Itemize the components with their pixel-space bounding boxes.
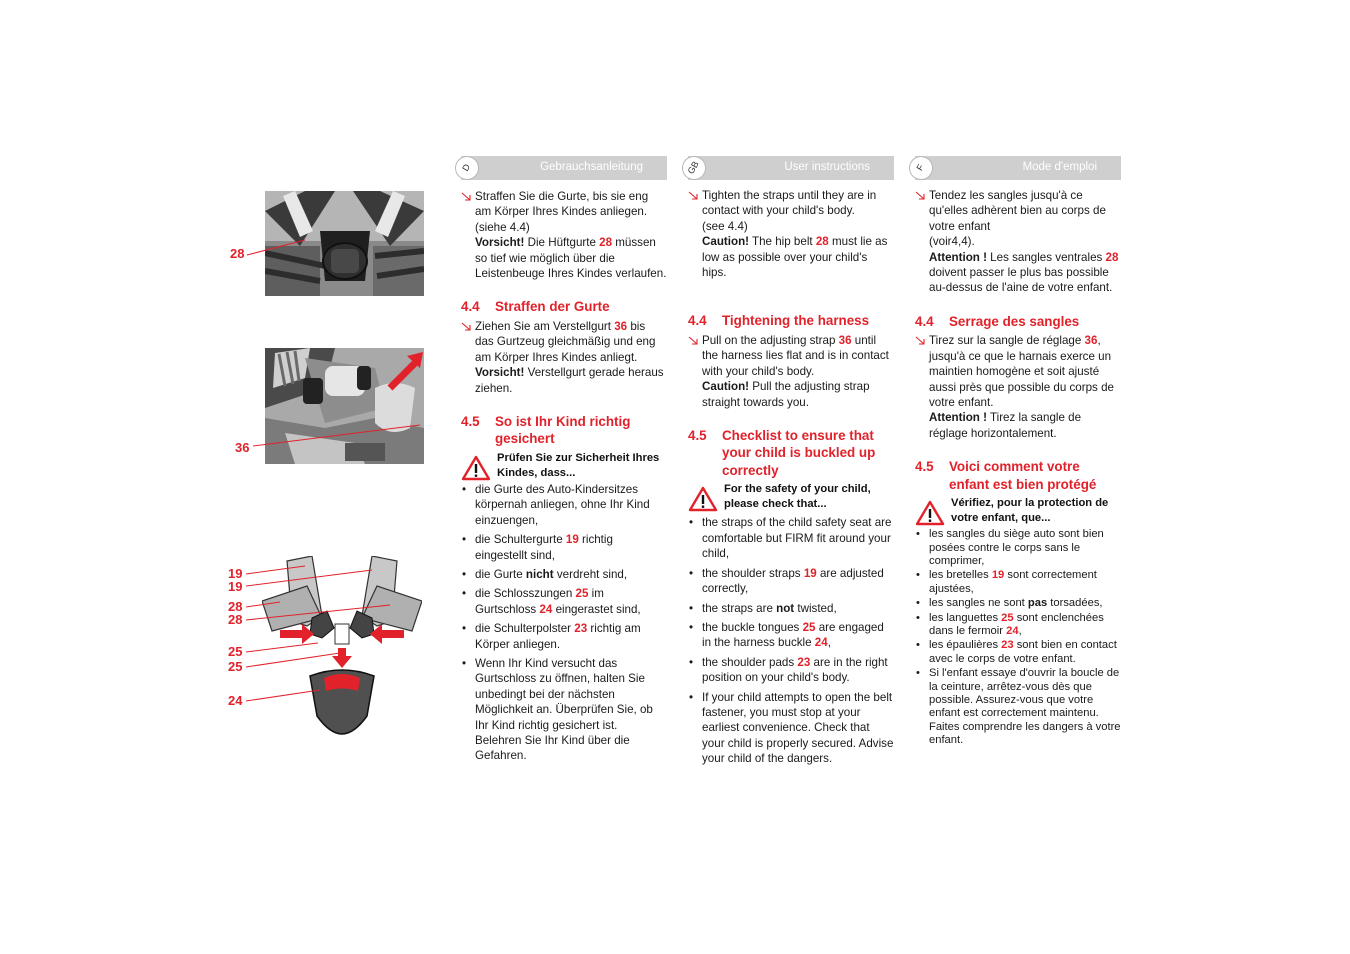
callout-19b: 19 [228,579,243,594]
list-item [461,621,667,652]
text: the straps are [702,601,777,615]
list-item [915,612,1121,639]
list-item [688,620,894,651]
intro-text-de-3: müssen so tief wie möglich über die Leistenbeuge Ihres Kindes verlaufen. [475,236,667,281]
photo-hip-belt [265,191,424,296]
list-item [688,601,894,616]
text: Pull on the adjusting strap [702,333,839,347]
callout-25b: 25 [228,659,243,674]
list-item [915,528,1121,568]
column-french [915,156,1121,748]
heading-4-4-gb [688,312,894,330]
section-number: 4.5 [915,459,934,475]
list-item [688,515,894,561]
ref-24: 24 [539,602,553,616]
heading-4-4-f [915,313,1121,331]
text: Si l'enfant essaye d'ouvrir la boucle de la ceinture, arrêtez-vous dès que possible. Assurez-vous que votre enfant est correctement maintenu. Faites comprendre les dangers à votre enfant. [929,667,1121,747]
arrow-icon [461,192,472,202]
text: die Gurte [475,568,526,581]
section-title: Tightening the harness [722,313,870,329]
warning-text: Prüfen Sie zur Sicherheit Ihres Kindes, dass... [497,451,660,479]
intro-instruction-gb [688,188,894,280]
heading-4-4-de [461,298,667,316]
header-title-gb: User instructions [784,161,870,174]
text: Tirez sur la sangle de réglage [929,334,1085,348]
ref-28-de: 28 [599,236,613,250]
intro-text-f: Tendez les sangles jusqu'à ce qu'elles adhèrent bien au corps de votre enfant [929,189,1106,233]
text: the buckle tongues [702,620,803,634]
language-badge-de: D [451,152,484,185]
warning-text: For the safety of your child, please check that... [724,483,871,511]
warning-box-f [915,496,1121,526]
arrow-icon [688,191,699,201]
section-number: 4.4 [915,313,934,329]
ref-25: 25 [575,587,589,601]
text: , [1018,625,1022,638]
text: les sangles ne sont [929,597,1028,610]
ref-28-f: 28 [1105,250,1119,264]
section-number: 4.4 [688,313,707,329]
ref-25: 25 [802,620,816,634]
text: If your child attempts to open the belt fastener, you must stop at your earliest convenience. Check that your child is properly secured. Advise your child of the dangers. [702,690,894,766]
callout-19a: 19 [228,566,243,581]
list-item [915,639,1121,666]
list-item [688,690,894,767]
section-title: Straffen der Gurte [495,299,610,315]
ref-19: 19 [803,566,817,580]
list-item [688,566,894,597]
callout-28-fig1: 28 [230,246,245,261]
ref-24: 24 [814,636,828,650]
list-item [461,586,667,617]
ref-36-gb: 36 [838,333,852,347]
header-title-f: Mode d'emploi [1022,161,1097,174]
text: verdreht sind, [553,568,628,581]
callout-25a: 25 [228,644,243,659]
callout-36-fig2: 36 [235,440,250,455]
caution-label-de: Vorsicht! [475,366,525,380]
arrow-icon [915,336,926,346]
text: die Schulterpolster [475,622,575,636]
diagram-buckle [262,556,422,736]
text: Verstellgurt gerade heraus ziehen. [475,366,664,395]
text: les sangles du siège auto sont bien posées contre le corps sans le comprimer, [929,528,1104,567]
list-item [461,567,667,582]
checklist-de [461,482,667,764]
callout-24: 24 [228,693,243,708]
text: richtig am Körper anliegen. [475,622,641,651]
text: richtig eingestellt sind, [475,533,613,562]
text: les bretelles [929,569,992,582]
instruction-4-4-de [461,319,667,396]
header-french [915,156,1121,180]
caution-label-f: Attention ! [929,250,987,264]
ref-36-de: 36 [614,319,628,333]
warning-icon [461,455,491,481]
text: The hip belt [749,235,816,249]
section-title: Serrage des sangles [949,313,1080,329]
callout-28a: 28 [228,599,243,614]
text: are adjusted correctly, [702,566,884,596]
emphasis: nicht [525,568,554,581]
warning-text: Vérifiez, pour la protection de votre enfant, que... [951,497,1109,525]
text: doivent passer le plus bas possible au-dessus de l'aine de votre enfant. [929,266,1113,295]
text: Tirez la sangle de réglage horizontalement. [929,411,1082,440]
text: must lie as low as possible over your child's hips. [702,235,888,280]
text: torsadées, [1047,597,1103,610]
header-title-de: Gebrauchsanleitung [540,161,643,174]
text: Pull the adjusting strap straight towards you. [702,380,870,409]
intro-ref-f: (voir4,4). [929,235,975,249]
emphasis: pas [1027,597,1048,610]
caution-label-de: Vorsicht! [475,236,525,250]
list-item [915,569,1121,596]
text: die Schultergurte [475,533,566,547]
list-item [461,656,667,764]
ref-36-f: 36 [1084,334,1098,348]
section-number: 4.4 [461,299,480,315]
warning-box-de [461,451,667,481]
warning-icon [915,500,945,526]
ref-23: 23 [574,622,588,636]
ref-28-gb: 28 [815,235,829,249]
ref-19: 19 [991,569,1005,582]
column-english [685,156,894,767]
heading-4-5-de [461,413,667,448]
text: the shoulder straps [702,566,804,580]
text: bis das Gurtzeug gleichmäßig und eng am Körper Ihres Kindes anliegt. [475,319,656,364]
text: , jusqu'à ce que le harnais exerce un maintien homogène et soit ajusté aussi près que possible du corps de votre enfant. [929,334,1114,409]
intro-text-de: Straffen Sie die Gurte, bis sie eng am Körper Ihres Kindes anliegen. (siehe 4.4) [475,190,649,234]
section-number: 4.5 [461,413,480,429]
ref-19: 19 [565,533,579,547]
photo-adjusting-strap [265,348,424,464]
text: Ziehen Sie am Verstellgurt [475,319,615,333]
arrow-icon [461,322,472,332]
text: les épaulières [929,639,1002,652]
intro-text-gb: Tighten the straps until they are in contact with your child's body. [702,189,877,218]
text: eingerastet sind, [552,602,641,616]
text: until the harness lies flat and is in contact with your child's body. [702,333,889,378]
list-item [915,597,1121,610]
column-german [461,156,667,764]
list-item [688,655,894,686]
text: are in the right position on your child's body. [702,655,888,685]
header-german [461,156,667,180]
header-english [685,156,894,180]
warning-icon [688,486,718,512]
emphasis: not [776,601,795,615]
caution-label-gb: Caution! [702,235,750,249]
text: Wenn Ihr Kind versucht das Gurtschloss zu öffnen, halten Sie unbedingt bei der nächsten Möglichkeit an. Überprüfen Sie, ob Ihr Kind richtig gesichert ist. Belehren Sie Ihr Kind über die Gefahren. [475,657,653,763]
section-title: Voici comment votre enfant est bien protégé [949,459,1097,492]
text: les languettes [929,611,1002,624]
arrow-icon [688,336,699,346]
language-badge-f: F [905,152,938,185]
caution-label-gb: Caution! [702,380,750,394]
language-badge-gb: GB [678,152,711,185]
section-number: 4.5 [688,427,707,443]
checklist-gb [688,515,894,766]
heading-4-5-gb [688,427,894,480]
text: the straps of the child safety seat are comfortable but FIRM fit around your child, [702,516,892,561]
checklist-f [915,528,1121,748]
ref-23: 23 [797,655,811,669]
ref-23: 23 [1001,639,1014,652]
list-item [461,482,667,528]
text: sont correctement ajustées, [929,569,1097,595]
heading-4-5-f [915,458,1121,493]
callout-28b: 28 [228,612,243,627]
text: die Gurte des Auto-Kindersitzes körpernah anliegen, ohne Ihr Kind einzuengen, [475,482,650,527]
intro-instruction-f [915,188,1121,296]
text: the shoulder pads [702,655,798,669]
intro-instruction-de [461,189,667,281]
text: Les sangles ventrales [986,250,1106,264]
list-item [915,667,1121,747]
text: sont enclenchées dans le fermoir [929,611,1104,638]
text: im Gurtschloss [475,587,604,616]
section-title: So ist Ihr Kind richtig gesichert [495,413,631,447]
warning-box-gb [688,482,894,512]
text: sont bien en contact avec le corps de votre enfant. [929,639,1117,665]
list-item [461,532,667,563]
text: are engaged in the harness buckle [702,620,884,650]
instruction-4-4-gb [688,333,894,410]
caution-label-f: Attention ! [929,411,987,425]
ref-24: 24 [1006,625,1019,638]
intro-ref-gb: (see 4.4) [702,219,748,233]
text: die Schlosszungen [475,587,576,601]
instruction-4-4-f [915,333,1121,441]
section-title: Checklist to ensure that your child is buckled up correctly [722,427,876,478]
text: , [827,636,831,650]
ref-25: 25 [1001,611,1014,624]
text: twisted, [794,601,837,615]
intro-text-de-2: Die Hüftgurte [524,236,600,250]
arrow-icon [915,191,926,201]
